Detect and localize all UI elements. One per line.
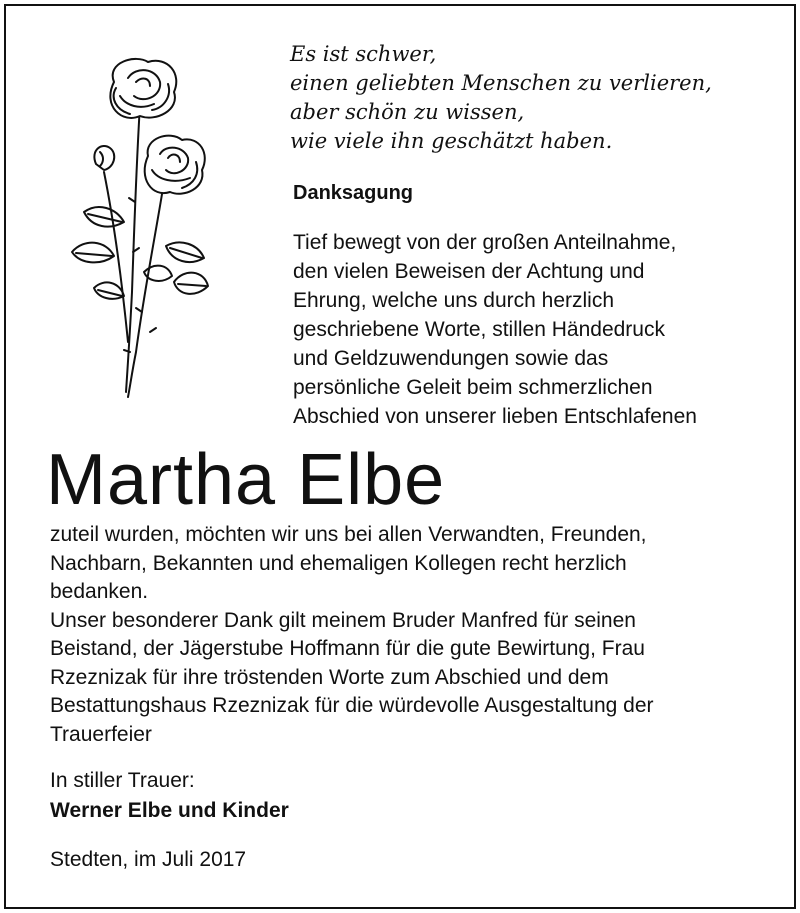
deceased-name: Martha Elbe: [46, 440, 446, 520]
intro-paragraph: [293, 228, 783, 431]
intro-line: geschriebene Worte, stillen Händedruck: [293, 318, 665, 341]
intro-line: den vielen Beweisen der Achtung und: [293, 260, 645, 283]
body-line: Bestattungshaus Rzeznizak für die würdevolle Ausgestaltung der: [50, 694, 654, 717]
body-line: zuteil wurden, möchten wir uns bei allen Verwandten, Freunden,: [50, 523, 647, 546]
body-line: Nachbarn, Bekannten und ehemaligen Kollegen recht herzlich: [50, 551, 627, 575]
rose-illustration-icon: [44, 52, 214, 402]
body-line: bedanken.: [50, 580, 149, 603]
obituary-frame: [4, 4, 796, 909]
intro-line: Ehrung, welche uns durch herzlich: [293, 289, 615, 312]
intro-line: Abschied von unserer lieben Entschlafenen: [293, 405, 697, 428]
poem-line: Es ist schwer,: [290, 42, 437, 66]
body-line: Beistand, der Jägerstube Hoffmann für die gute Bewirtung, Frau: [50, 637, 645, 660]
body-line: Trauerfeier: [50, 722, 152, 746]
body-line: Unser besonderer Dank gilt meinem Bruder Manfred für seinen: [50, 608, 636, 632]
intro-line: und Geldzuwendungen sowie das: [293, 347, 609, 370]
place-date: Stedten, im Juli 2017: [50, 848, 247, 871]
signers: Werner Elbe und Kinder: [50, 799, 289, 822]
poem-line: einen geliebten Menschen zu verlieren,: [290, 71, 712, 95]
poem-line: aber schön zu wissen,: [290, 100, 525, 124]
intro-line: Tief bewegt von der großen Anteilnahme,: [293, 231, 677, 254]
poem-verse: [290, 40, 780, 156]
section-heading: Danksagung: [293, 182, 414, 204]
mourning-label: In stiller Trauer:: [50, 769, 195, 792]
intro-line: persönliche Geleit beim schmerzlichen: [293, 376, 653, 399]
body-line: Rzeznizak für ihre tröstenden Worte zum Abschied und dem: [50, 665, 609, 689]
body-paragraph: [50, 521, 790, 749]
poem-line: wie viele ihn geschätzt haben.: [290, 129, 613, 153]
